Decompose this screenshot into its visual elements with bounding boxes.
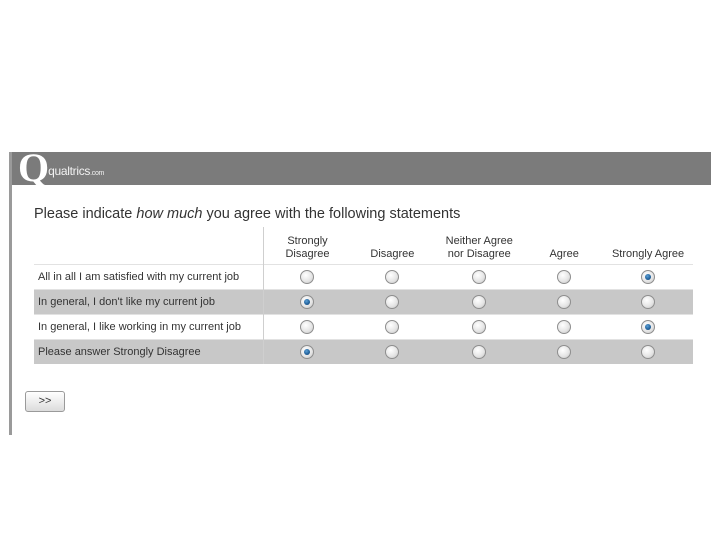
col-header-strongly-agree: [603, 227, 693, 265]
radio-button[interactable]: [385, 270, 399, 284]
radio-button[interactable]: [472, 320, 486, 334]
question-text: [34, 206, 460, 222]
matrix-row: [34, 340, 693, 365]
question-suffix: you agree with the following statements: [202, 206, 461, 222]
radio-button[interactable]: [300, 320, 314, 334]
radio-button-selected[interactable]: [641, 270, 655, 284]
col-label-0: Strongly Disagree: [285, 235, 330, 260]
col-label-3: Agree: [549, 248, 579, 260]
radio-button[interactable]: [557, 270, 571, 284]
survey-frame: [9, 145, 711, 435]
radio-button-selected[interactable]: [300, 345, 314, 359]
row-statement: All in all I am satisfied with my current job: [34, 265, 263, 290]
radio-button[interactable]: [557, 345, 571, 359]
radio-button[interactable]: [557, 320, 571, 334]
col-header-strongly-disagree: [263, 227, 351, 265]
radio-button[interactable]: [641, 345, 655, 359]
col-header-neither: [433, 227, 525, 265]
matrix-row: [34, 315, 693, 340]
radio-button[interactable]: [385, 295, 399, 309]
likert-matrix: [34, 227, 693, 364]
question-prefix: Please indicate: [34, 206, 137, 222]
matrix-row: [34, 290, 693, 315]
qualtrics-logo: [18, 145, 105, 190]
row-statement: Please answer Strongly Disagree: [34, 340, 263, 365]
radio-button[interactable]: [385, 345, 399, 359]
matrix-header-row: [34, 227, 693, 265]
next-button[interactable]: >>: [25, 391, 65, 412]
radio-button[interactable]: [385, 320, 399, 334]
radio-button[interactable]: [472, 345, 486, 359]
radio-button-selected[interactable]: [300, 295, 314, 309]
row-statement: In general, I don't like my current job: [34, 290, 263, 315]
header-bar: [12, 145, 711, 190]
radio-button[interactable]: [472, 270, 486, 284]
statement-column-header: [34, 227, 263, 265]
radio-button[interactable]: [557, 295, 571, 309]
row-statement: In general, I like working in my current job: [34, 315, 263, 340]
col-label-4: Strongly Agree: [611, 248, 685, 260]
col-label-1: Disagree: [370, 248, 415, 260]
logo-suffix: .com: [90, 170, 105, 177]
matrix-row: [34, 265, 693, 290]
radio-button[interactable]: [300, 270, 314, 284]
radio-button[interactable]: [472, 295, 486, 309]
question-emphasis: how much: [136, 206, 203, 222]
logo-wordmark: [48, 164, 104, 178]
logo-text: qualtrics: [48, 164, 91, 178]
radio-button[interactable]: [641, 295, 655, 309]
col-label-2: Neither Agree nor Disagree: [445, 235, 513, 260]
col-header-agree: [525, 227, 603, 265]
logo-q-letter: Q: [18, 145, 48, 190]
radio-button-selected[interactable]: [641, 320, 655, 334]
col-header-disagree: [351, 227, 433, 265]
